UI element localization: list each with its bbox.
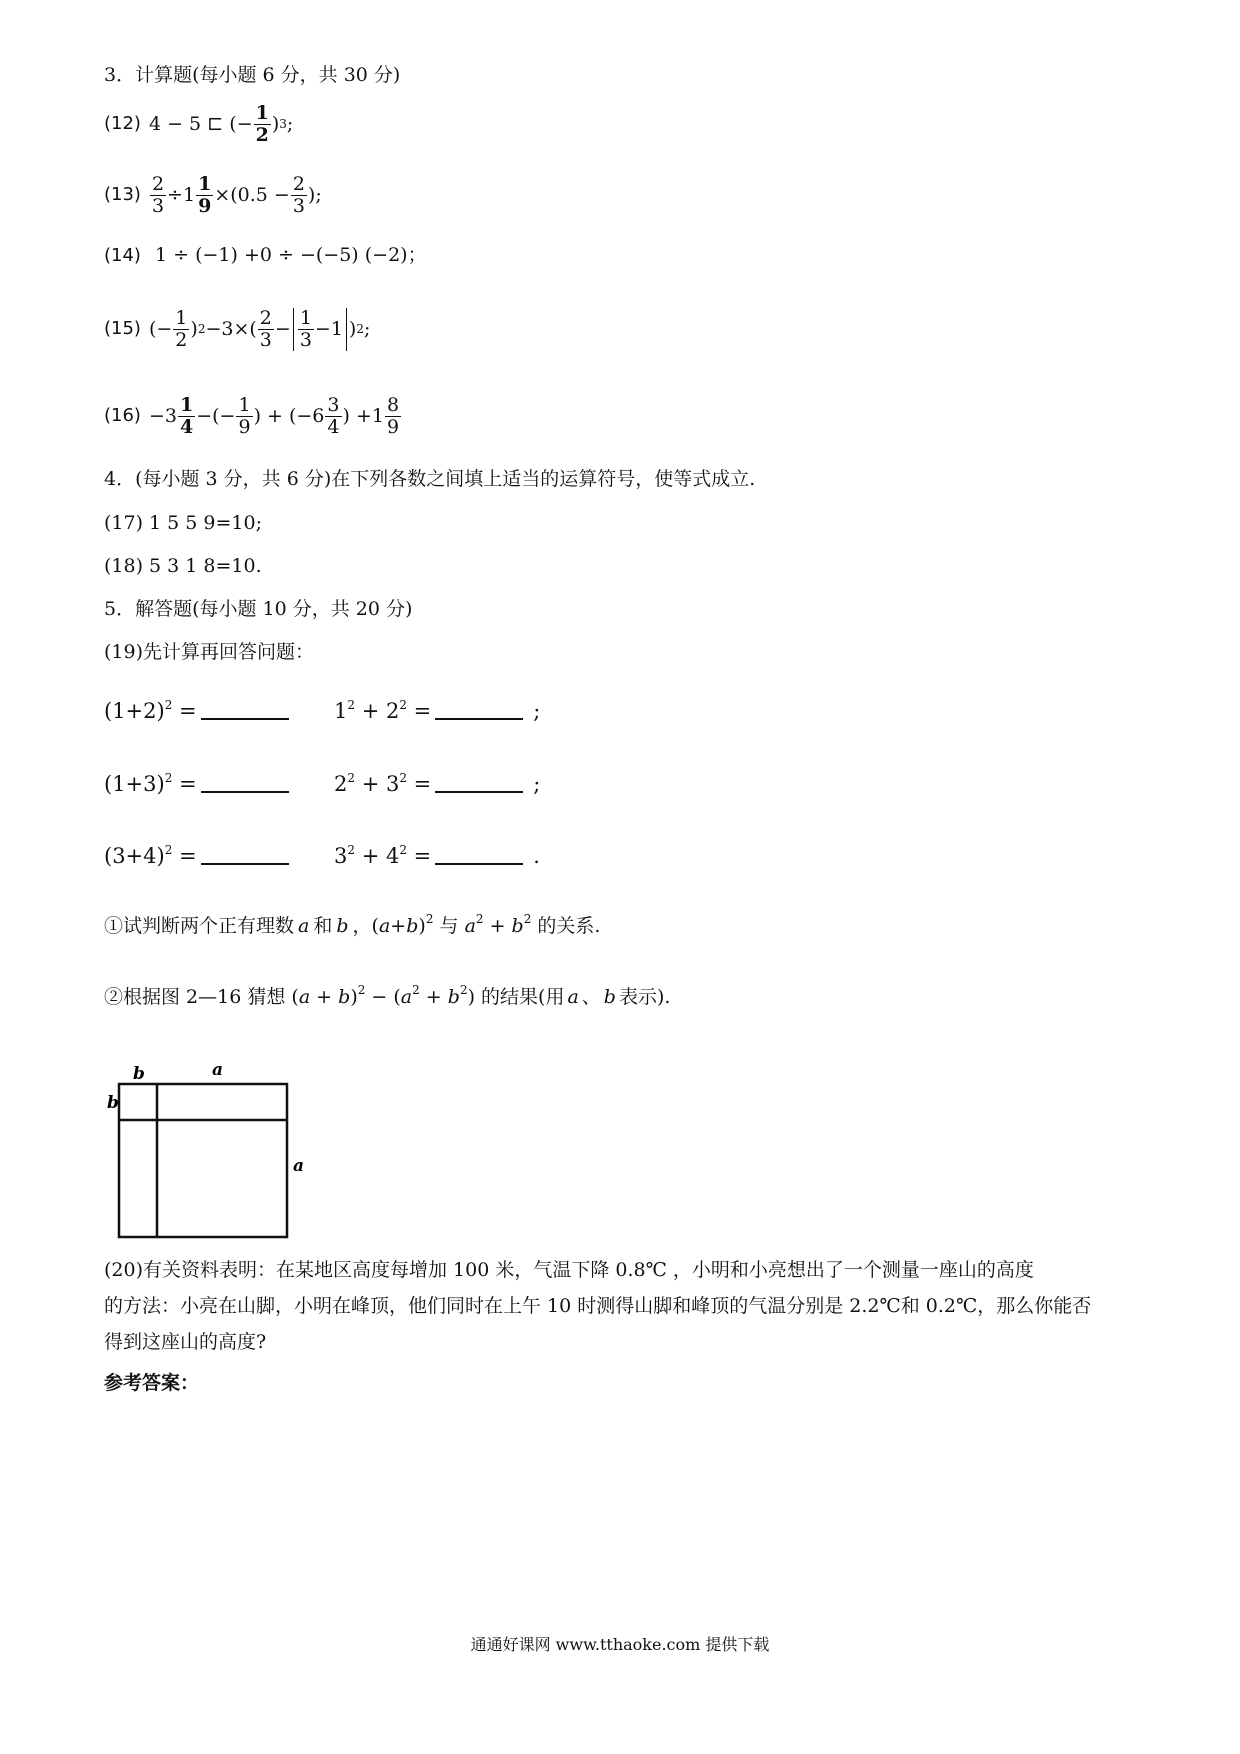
fraction [385, 395, 401, 438]
numerator: 1 [255, 102, 269, 124]
text: 的关系. [537, 915, 601, 937]
numerator: 1 [198, 173, 212, 195]
row-end: ; [533, 699, 541, 723]
numerator: 1 [238, 394, 251, 416]
term: 3 [334, 844, 348, 868]
calc-row-3: $(3+4)^2 = 3^2 + 4^2$ = . [104, 843, 540, 868]
answer-blank[interactable] [435, 700, 523, 720]
question-20-line: 得到这座山的高度? [104, 1331, 267, 1353]
answer-blank[interactable] [201, 700, 289, 720]
answer-blank[interactable] [435, 845, 523, 865]
term: 3 [385, 772, 400, 796]
expr-part: ) [348, 317, 357, 340]
question-20 [96, 1252, 1176, 1360]
term: 2 [385, 699, 400, 723]
question-17: (17) 1 5 5 9=10; [104, 512, 263, 534]
text: ， [352, 915, 372, 937]
calc-row-1: $(1+2)^2 = 1^2 + 2^2$ = ; [104, 698, 541, 723]
question-15: (15) (− $\frac{1}{2}$ ) 2 −3×( $\frac{2}{3}$ − $\frac{1}{3}$ −1 ) 2 ; [104, 307, 371, 351]
answer-blank[interactable] [201, 845, 289, 865]
row-end: . [533, 844, 540, 868]
page-footer: 通通好课网 www.tthaoke.com 提供下载 [470, 1635, 770, 1654]
numerator: 3 [327, 394, 340, 416]
expr-part: −3 [148, 404, 177, 427]
question-13 [104, 174, 322, 217]
expr-part: ) [271, 112, 280, 135]
outer-square [119, 1084, 287, 1237]
denominator: 4 [327, 415, 340, 438]
fraction [178, 395, 195, 438]
term: 1 [334, 699, 348, 723]
expr-part: −1 [314, 317, 343, 340]
denominator: 9 [386, 415, 400, 438]
text: 表示). [618, 986, 671, 1008]
term: 4 [385, 844, 400, 868]
question-19-part-1: ①试判断两个正有理数 a 和 b ，$(a+b)^2$ 与 $a^2 + b^2$ 的关系. [104, 912, 601, 937]
expr-part: −3×( [205, 317, 257, 340]
text: ②根据图 2—16 猜想 [104, 986, 286, 1008]
denominator: 3 [299, 328, 312, 351]
numerator: 2 [151, 173, 165, 195]
expr-part: − [274, 317, 291, 340]
denominator: 2 [175, 328, 188, 351]
numerator: 1 [179, 394, 194, 416]
question-20-line: 的方法：小亮在山脚，小明在峰顶，他们同时在上午 10 时测得山脚和峰顶的气温分别是 2.2℃和 0.2℃，那么你能否 [104, 1295, 1092, 1317]
numerator: 8 [386, 394, 400, 416]
question-16 [104, 395, 402, 438]
left-expression: (3+4) [104, 844, 165, 868]
expr-part: ) +1 [342, 404, 384, 427]
question-label: (12) [104, 113, 141, 135]
label-left-b: b [107, 1093, 119, 1113]
section-5-title: 5．解答题(每小题 10 分，共 20 分) [104, 598, 413, 620]
exponent: 2 [164, 843, 173, 857]
question-18: (18) 5 3 1 8=10. [104, 555, 262, 577]
expr-end: ; [286, 112, 294, 135]
denominator: 2 [255, 123, 269, 146]
text: 与 [439, 915, 459, 937]
expr-end: ); [307, 183, 322, 206]
fraction [325, 395, 341, 438]
question-12: (12) 4 − 5 ⊏ (− $\frac{1}{2}$ ) 3 ; [104, 102, 294, 146]
denominator: 3 [151, 194, 165, 217]
question-label: (15) [104, 318, 141, 340]
section-3-title: 3．计算题(每小题 6 分，共 30 分) [104, 64, 401, 86]
expr-part: 4 − 5 ⊏ (− [148, 112, 253, 135]
fraction [196, 174, 213, 217]
exponent: 2 [164, 771, 173, 785]
question-label: (13) [104, 184, 141, 206]
section-4-title: 4．(每小题 3 分，共 6 分)在下列各数之间填上适当的运算符号，使等式成立. [104, 468, 756, 490]
denominator: 9 [198, 194, 212, 217]
expr-part: ÷1 [167, 183, 196, 206]
text: 的结果(用 [481, 986, 565, 1008]
answer-heading: 参考答案： [104, 1372, 200, 1394]
question-expression: 1 ÷ (−1) +0 ÷ −(−5) (−2)； [155, 244, 427, 266]
expr-part: ) + (−6 [253, 404, 325, 427]
fraction [150, 174, 166, 217]
label-top-b: b [133, 1064, 145, 1084]
expr-part: −(− [196, 404, 236, 427]
question-19-intro: (19)先计算再回答问题： [104, 641, 315, 663]
fraction [236, 395, 252, 438]
numerator: 2 [292, 173, 305, 195]
numerator: 1 [299, 307, 312, 329]
square-diagram [100, 1040, 320, 1250]
row-end: ; [533, 772, 541, 796]
fraction [258, 308, 274, 351]
absolute-value [293, 308, 347, 351]
denominator: 3 [259, 328, 272, 351]
left-expression: (1+2) [104, 699, 165, 723]
numerator: 1 [175, 307, 188, 329]
fraction [173, 308, 189, 351]
denominator: 4 [179, 415, 194, 438]
numerator: 2 [259, 307, 272, 329]
left-expression: (1+3) [104, 772, 165, 796]
label-right-a: a [293, 1156, 305, 1176]
expr-part: ×(0.5 − [214, 183, 290, 206]
term: 2 [334, 772, 348, 796]
expr-part: ) [190, 317, 198, 340]
text: ①试判断两个正有理数 [104, 915, 295, 937]
text: 和 [313, 915, 333, 937]
denominator: 3 [292, 194, 305, 217]
question-14 [104, 246, 427, 265]
calc-row-2: $(1+3)^2 = 2^2 + 3^2$ = ; [104, 771, 541, 796]
text: 、 [581, 986, 601, 1008]
question-20-line: (20)有关资料表明：在某地区高度每增加 100 米，气温下降 0.8℃ ，小明和小亮想出了一个测量一座山的高度 [104, 1259, 1034, 1281]
answer-blank[interactable] [435, 773, 523, 793]
fraction [291, 174, 307, 217]
expr-end: ; [363, 317, 371, 340]
fraction [298, 308, 314, 351]
expr-part: (− [148, 317, 173, 340]
fraction [254, 103, 271, 146]
answer-blank[interactable] [201, 773, 289, 793]
question-19-part-2: ②根据图 2—16 猜想 $(a + b)^2 - (a^2 + b^2)$ 的结果(用 a 、 b 表示). [104, 983, 671, 1008]
denominator: 9 [238, 415, 251, 438]
question-label: (16) [104, 405, 141, 427]
label-top-a: a [212, 1060, 224, 1080]
question-label: (14) [104, 245, 141, 266]
exponent: 2 [164, 698, 173, 712]
